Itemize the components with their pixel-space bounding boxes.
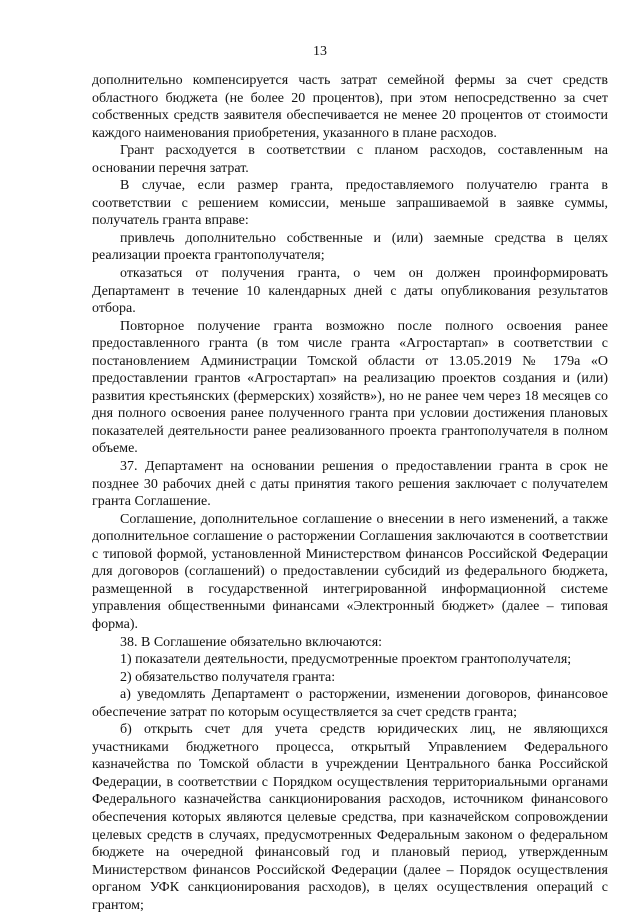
- paragraph-grant-size-case: В случае, если размер гранта, предоставляемого получателю гранта в соответствии с решением комиссии, меньше запрашиваемой в заявке суммы, получатель гранта вправе:: [92, 178, 608, 229]
- document-body: [92, 72, 608, 914]
- paragraph-item-38-2: 2) обязательство получателя гранта:: [120, 669, 336, 685]
- paragraph-repeat-grant: Повторное получение гранта возможно после полного освоения ранее предоставленного гранта (в том числе гранта «Агростартап» в соответствии с постановлением Администрации Томской области от 13.05.2019 № 179а «О предоставлении грантов «Агростартап» на реализацию проектов создания и (или) развития крестьянских (фермерских) хозяйств»), но не ранее чем через 18 месяцев со дня полного освоения ранее полученного гранта при условии достижения плановых показателей деятельности ранее реализованного проекта грантополучателя в полном объеме.: [92, 318, 608, 457]
- paragraph-item-37: 37. Департамент на основании решения о предоставлении гранта в срок не позднее 30 рабочих дней с даты принятия такого решения заключает с получателем гранта Соглашение.: [92, 459, 608, 510]
- paragraph-item-38-2b: б) открыть счет для учета средств юридических лиц, не являющихся участниками бюджетного процесса, открытый Управлением Федерального казначейства по Томской области в учреждении Центрального банка Российской Федерации, в соответствии с Порядком осуществления территориальными органами Федерального казначейства санкционирования расходов, источником финансового обеспечения которых являются целевые средства, при казначейском сопровождении целевых средств в случаях, предусмотренных Федеральным законом о федеральном бюджете на очередной финансовый год и плановый период, утвержденным Министерством финансов Российской Федерации (далее – Порядок осуществления органом УФК санкционирования расходов), в целях осуществления операций с грантом;: [92, 722, 608, 913]
- paragraph-agreement-form: Соглашение, дополнительное соглашение о внесении в него изменений, а также дополнительное соглашение о расторжении Соглашения заключаются в соответствии с типовой формой, установленной Министерством финансов Российской Федерации для договоров (соглашений) о предоставлении субсидий из федерального бюджета, размещенной в государственной интегрированной информационной системе управления общественными финансами «Электронный бюджет» (далее – типовая форма).: [92, 511, 608, 632]
- paragraph-continuation: дополнительно компенсируется часть затрат семейной фермы за счет средств областного бюджета (не более 20 процентов), при этом непосредственно за счет собственных средств заявителя обеспечивается не менее 20 процентов от стоимости каждого наименования приобретения, указанного в плане расходов.: [92, 73, 608, 141]
- paragraph-item-38: 38. В Соглашение обязательно включаются:: [120, 634, 383, 650]
- paragraph-option-attract-funds: привлечь дополнительно собственные и (или) заемные средства в целях реализации проекта грантополучателя;: [92, 230, 608, 264]
- paragraph-grant-spending: Грант расходуется в соответствии с планом расходов, составленным на основании перечня затрат.: [92, 143, 608, 176]
- page-number: 13: [313, 44, 327, 59]
- paragraph-item-38-2a: а) уведомлять Департамент о расторжении, изменении договоров, финансовое обеспечение затрат по которым осуществляется за счет средств гранта;: [92, 687, 608, 720]
- paragraph-item-38-1: 1) показатели деятельности, предусмотренные проектом грантополучателя;: [120, 652, 572, 668]
- paragraph-option-refuse: отказаться от получения гранта, о чем он должен проинформировать Департамент в течение 10 календарных дней с даты опубликования результатов отбора.: [92, 266, 608, 317]
